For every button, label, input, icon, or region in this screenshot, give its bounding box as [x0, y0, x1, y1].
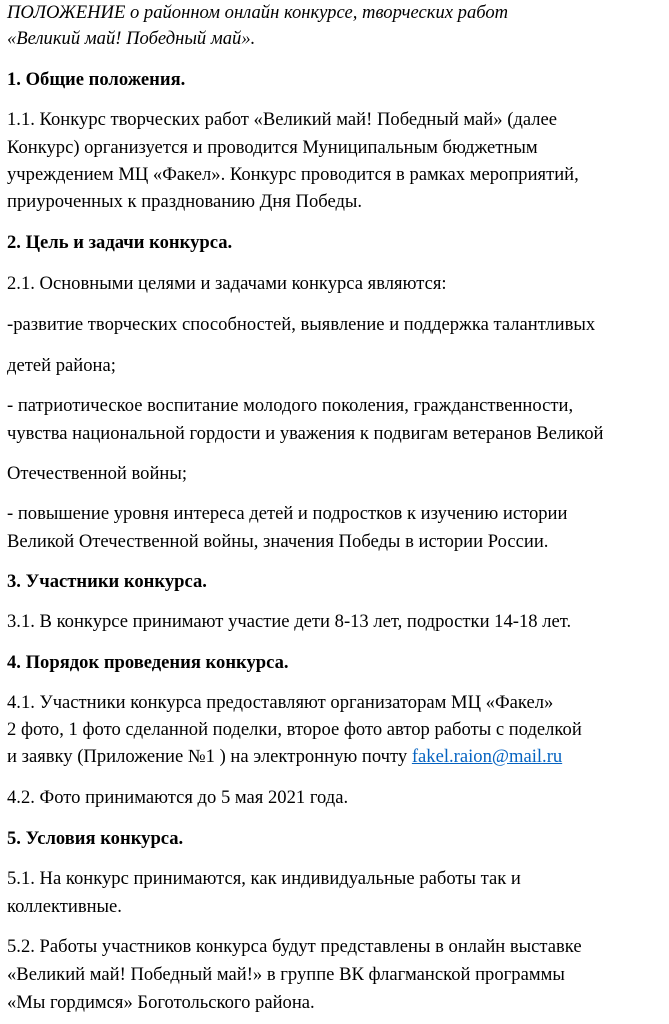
document-title-line-2: «Великий май! Победный май». — [7, 28, 256, 49]
section-5-heading: 5. Условия конкурса. — [7, 828, 184, 849]
section-3-heading: 3. Участники конкурса. — [7, 571, 207, 592]
paragraph-3-1: 3.1. В конкурсе принимают участие дети 8-13 лет, подростки 14-18 лет. — [7, 611, 572, 632]
paragraph-1-1-line-2: Конкурс) организуется и проводится Муниципальным бюджетным — [7, 137, 538, 158]
list-item-2-line-1: - патриотическое воспитание молодого поколения, гражданственности, — [7, 395, 574, 416]
list-item-1-line-1: -развитие творческих способностей, выявление и поддержка талантливых — [7, 314, 596, 335]
section-4-heading: 4. Порядок проведения конкурса. — [7, 652, 289, 673]
paragraph-1-1-line-4: приуроченных к празднованию Дня Победы. — [7, 191, 363, 212]
list-item-1-line-2: детей района; — [7, 355, 116, 376]
paragraph-1-1-line-1: 1.1. Конкурс творческих работ «Великий май! Победный май» (далее — [7, 109, 558, 130]
document-title-line-1: ПОЛОЖЕНИЕ о районном онлайн конкурсе, творческих работ — [7, 2, 509, 23]
email-link[interactable]: fakel.raion@mail.ru — [411, 746, 563, 767]
paragraph-4-1-line-2: 2 фото, 1 фото сделанной поделки, второе фото автор работы с поделкой — [7, 719, 582, 740]
paragraph-5-1-line-1: 5.1. На конкурс принимаются, как индивидуальные работы так и — [7, 868, 521, 889]
list-item-3-line-1: - повышение уровня интереса детей и подростков к изучению истории — [7, 503, 568, 524]
paragraph-5-1-line-2: коллективные. — [7, 896, 122, 917]
paragraph-4-1-line-3-text: и заявку (Приложение №1 ) на электронную почту — [7, 746, 412, 767]
paragraph-5-2-line-2: «Великий май! Победный май!» в группе ВК флагманской программы — [7, 964, 565, 985]
paragraph-5-2-line-3: «Мы гордимся» Боготольского района. — [7, 992, 315, 1013]
paragraph-5-2-line-1: 5.2. Работы участников конкурса будут представлены в онлайн выставке — [7, 936, 582, 957]
list-item-2-line-2: чувства национальной гордости и уважения к подвигам ветеранов Великой — [7, 423, 604, 444]
paragraph-1-1-line-3: учреждением МЦ «Факел». Конкурс проводится в рамках мероприятий, — [7, 164, 579, 185]
paragraph-4-2: 4.2. Фото принимаются до 5 мая 2021 года. — [7, 787, 349, 808]
paragraph-2-1: 2.1. Основными целями и задачами конкурса являются: — [7, 273, 447, 294]
list-item-2-line-3: Отечественной войны; — [7, 463, 188, 484]
paragraph-4-1-line-3 — [7, 744, 562, 770]
paragraph-4-1-line-1: 4.1. Участники конкурса предоставляют организаторам МЦ «Факел» — [7, 692, 554, 713]
section-2-heading: 2. Цель и задачи конкурса. — [7, 232, 233, 253]
section-1-heading: 1. Общие положения. — [7, 69, 186, 90]
list-item-3-line-2: Великой Отечественной войны, значения Победы в истории России. — [7, 531, 549, 552]
